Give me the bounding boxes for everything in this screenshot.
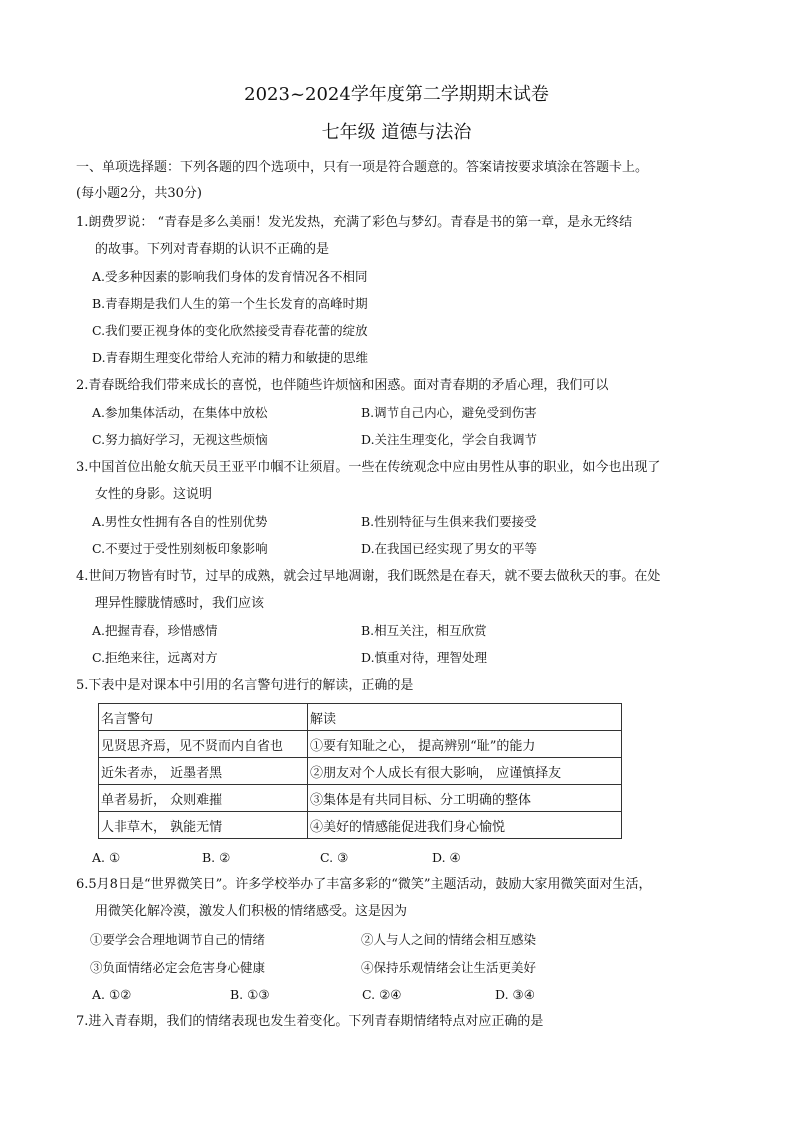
table-cell: 单者易折， 众则难摧 (99, 785, 308, 812)
q1-stem-line1: 1.朗费罗说： “青春是多么美丽！发光发热，充满了彩色与梦幻。青春是书的第一章，是永无终结 (76, 215, 633, 230)
q3-option-b: B.性别特征与生俱来我们要接受 (361, 514, 537, 529)
q2-option-d: D.关注生理变化，学会自我调节 (361, 432, 538, 447)
q6-statement-4: ④保持乐观情绪会让生活更美好 (361, 960, 537, 975)
q1-option-d: D.青春期生理变化带给人充沛的精力和敏捷的思维 (92, 350, 369, 365)
table-row (99, 812, 622, 839)
table-cell: 见贤思齐焉，见不贤而内自省也 (99, 731, 308, 758)
q7-stem: 7.进入青春期，我们的情绪表现也发生着变化。下列青春期情绪特点对应正确的是 (76, 1014, 544, 1029)
q2-option-a: A.参加集体活动，在集体中放松 (92, 405, 268, 420)
q4-option-c: C.拒绝来往，远离对方 (92, 650, 218, 665)
q1-option-b: B.青春期是我们人生的第一个生长发育的高峰时期 (92, 296, 368, 311)
q6-option-c: C. ②④ (362, 987, 402, 1002)
q6-statement-3: ③负面情绪必定会危害身心健康 (90, 960, 266, 975)
table-header-row (99, 704, 622, 731)
table-header-cell: 解读 (308, 704, 622, 731)
q4-stem-line2: 理异性朦胧情感时，我们应该 (95, 596, 265, 611)
exam-title: 2023~2024学年度第二学期期末试卷 (244, 84, 549, 105)
q6-option-d: D. ③④ (495, 987, 535, 1002)
q6-stem-line1: 6.5月8日是“世界微笑日”。许多学校举办了丰富多彩的“微笑”主题活动，鼓励大家用微笑面对生活， (76, 877, 652, 892)
exam-subtitle: 七年级 道德与法治 (321, 122, 472, 143)
q4-option-a: A.把握青春，珍惜感情 (92, 623, 218, 638)
q5-option-c: C. ③ (320, 850, 349, 865)
q2-option-b: B.调节自己内心，避免受到伤害 (361, 405, 537, 420)
table-cell: ①要有知耻之心， 提高辨别“耻”的能力 (308, 731, 622, 758)
q5-option-d: D. ④ (432, 850, 461, 865)
q6-option-a: A. ①② (92, 987, 132, 1002)
q3-stem-line2: 女性的身影。这说明 (95, 487, 213, 502)
quote-interpretation-table (98, 703, 622, 839)
section-heading: 一、单项选择题：下列各题的四个选项中，只有一项是符合题意的。答案请按要求填涂在答题卡上。 (76, 160, 649, 175)
table-cell: 人非草木， 孰能无情 (99, 812, 308, 839)
section-note: (每小题2分，共30分) (76, 186, 202, 201)
q3-option-c: C.不要过于受性别刻板印象影响 (92, 541, 268, 556)
q4-option-b: B.相互关注，相互欣赏 (361, 623, 487, 638)
q5-option-a: A. ① (92, 850, 121, 865)
q2-option-c: C.努力搞好学习，无视这些烦恼 (92, 432, 268, 447)
q4-stem-line1: 4.世间万物皆有时节，过早的成熟，就会过早地凋谢，我们既然是在春天，就不要去做秋天的事。在处 (76, 569, 661, 584)
q4-option-d: D.慎重对待，理智处理 (361, 650, 488, 665)
q2-stem: 2.青春既给我们带来成长的喜悦，也伴随些许烦恼和困惑。面对青春期的矛盾心理，我们可以 (76, 378, 609, 393)
table-row (99, 785, 622, 812)
table-header-cell: 名言警句 (99, 704, 308, 731)
q5-option-b: B. ② (202, 850, 231, 865)
table-cell: ③集体是有共同目标、分工明确的整体 (308, 785, 622, 812)
q6-statement-1: ①要学会合理地调节自己的情绪 (90, 932, 266, 947)
q6-stem-line2: 用微笑化解冷漠，激发人们积极的情绪感受。这是因为 (95, 904, 408, 919)
q3-option-d: D.在我国已经实现了男女的平等 (361, 541, 538, 556)
table-cell: ④美好的情感能促进我们身心愉悦 (308, 812, 622, 839)
q3-option-a: A.男性女性拥有各自的性别优势 (92, 514, 268, 529)
table-row (99, 758, 622, 785)
table-cell: ②朋友对个人成长有很大影响， 应谨慎择友 (308, 758, 622, 785)
q5-stem: 5.下表中是对课本中引用的名言警句进行的解读，正确的是 (76, 678, 414, 693)
q6-option-b: B. ①③ (230, 987, 270, 1002)
q3-stem-line1: 3.中国首位出舱女航天员王亚平巾帼不让须眉。一些在传统观念中应由男性从事的职业，如今也出现了 (76, 460, 661, 475)
table-cell: 近朱者赤， 近墨者黑 (99, 758, 308, 785)
table-row (99, 731, 622, 758)
q1-option-c: C.我们要正视身体的变化欣然接受青春花蕾的绽放 (92, 323, 368, 338)
q1-stem-line2: 的故事。下列对青春期的认识不正确的是 (95, 242, 330, 257)
q1-option-a: A.受多种因素的影响我们身体的发育情况各不相同 (92, 269, 368, 284)
q6-statement-2: ②人与人之间的情绪会相互感染 (361, 932, 537, 947)
